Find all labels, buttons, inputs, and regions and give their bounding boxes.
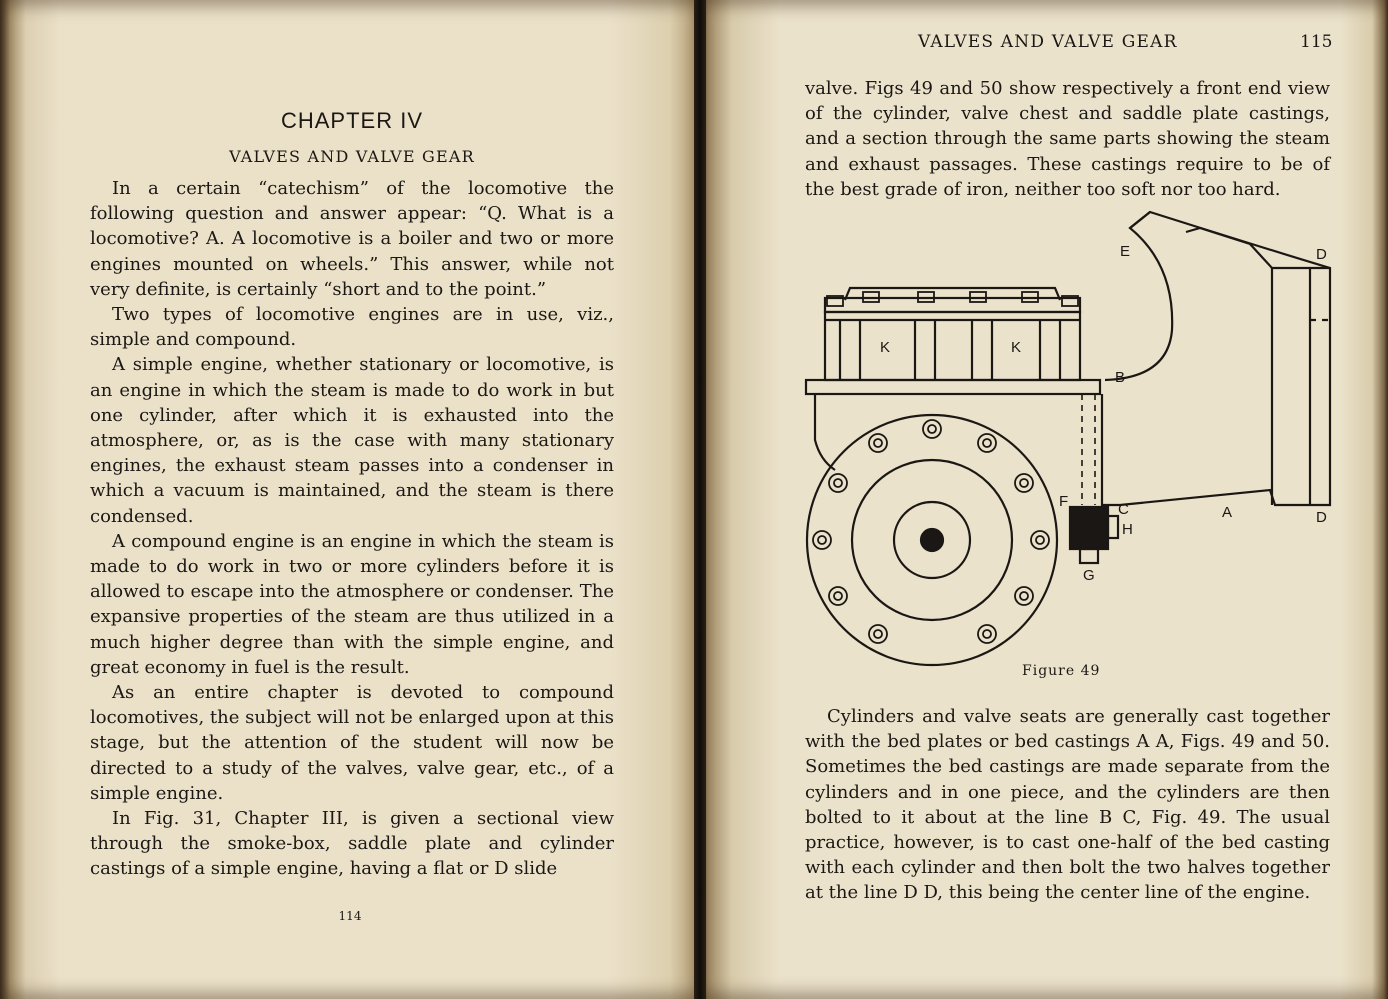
running-head: VALVES AND VALVE GEAR xyxy=(918,32,1178,52)
valve-chest xyxy=(825,312,1080,380)
paragraph: As an entire chapter is devoted to compound locomotives, the subject will not be enlarged upon at this stage, but the attention of the student will now be directed to a study of the valves, valve gear, etc., of a simple engine. xyxy=(90,682,614,804)
label-C: C xyxy=(1118,501,1129,518)
label-K: K xyxy=(880,339,891,356)
right-body-text-bottom xyxy=(805,704,1330,906)
paragraph: In Fig. 31, Chapter III, is given a sectional view through the smoke-box, saddle plate and cylinder castings of a simple engine, having a flat or D slide xyxy=(90,808,614,880)
page-number: 115 xyxy=(1300,32,1333,52)
label-F: F xyxy=(1059,493,1069,510)
label-E: E xyxy=(1120,243,1131,260)
label-D-top: D xyxy=(1316,246,1327,263)
paragraph: A compound engine is an engine in which the steam is made to do work in two or more cylinders before it is allowed to escape into the atmosphere or condenser. The expansive properties of the steam are thus utilized in a much higher degree than with the simple engine, and great economy in fuel is the result. xyxy=(90,530,614,678)
label-K: K xyxy=(1011,339,1022,356)
label-A: A xyxy=(1222,504,1233,521)
label-B: B xyxy=(1115,369,1126,386)
book-gutter xyxy=(694,0,706,999)
chapter-title: CHAPTER IV xyxy=(280,108,424,133)
paragraph: Two types of locomotive engines are in use, viz., simple and compound. xyxy=(90,304,614,351)
page-number: 114 xyxy=(338,909,362,923)
figure-49-drawing xyxy=(800,205,1340,675)
chapter-subtitle: VALVES AND VALVE GEAR xyxy=(229,147,475,166)
bed-plate xyxy=(806,380,1100,394)
label-H: H xyxy=(1122,521,1133,538)
right-body-text-top xyxy=(805,76,1330,202)
paragraph: A simple engine, whether stationary or locomotive, is an engine in which the steam is made to do work in but one cylinder, after which it is exhausted into the atmosphere, or, as is the case with many stationary engines, the exhaust steam passes into a condenser in which a vacuum is maintained, and the steam is there condensed. xyxy=(90,354,614,527)
label-G: G xyxy=(1083,567,1095,584)
left-body-text xyxy=(90,176,614,882)
saddle-curve xyxy=(1120,212,1330,505)
bolt-block xyxy=(1070,507,1108,549)
paragraph: In a certain “catechism” of the locomotive the following question and answer appear: “Q. What is a locomotive? A. A locomotive is a boiler and two or more engines mounted on wheels.” This answer, while not very definite, is certainly “short and to the point.” xyxy=(90,178,614,300)
paragraph: valve. Figs 49 and 50 show respectively a front end view of the cylinder, valve chest and saddle plate castings, and a section through the same parts showing the steam and exhaust passages. These castings require to be of the best grade of iron, neither too soft nor too hard. xyxy=(805,78,1330,200)
label-D-bottom: D xyxy=(1316,509,1327,526)
paragraph: Cylinders and valve seats are generally cast together with the bed plates or bed castings A A, Figs. 49 and 50. Sometimes the bed castings are made separate from the cylinders and in one piece, and the cylinders are then bolted to it about at the line B C, Fig. 49. The usual practice, however, is to cast one-half of the bed casting with each cylinder and then bolt the two halves together at the line D D, this being the center line of the engine. xyxy=(805,706,1330,904)
figure-caption: Figure 49 xyxy=(1022,663,1101,679)
